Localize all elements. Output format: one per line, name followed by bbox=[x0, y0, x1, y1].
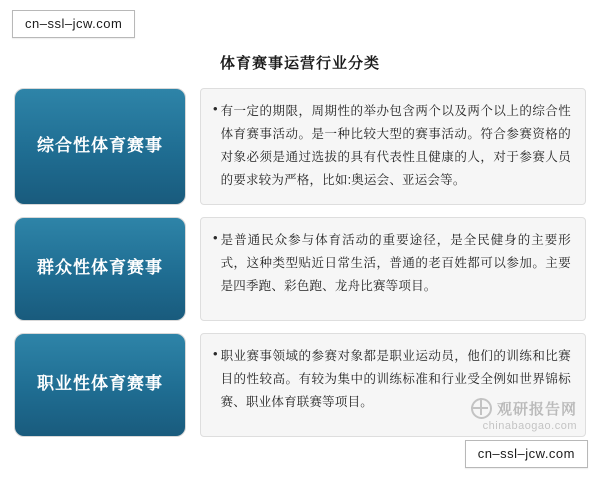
category-description-box-2 bbox=[200, 217, 586, 321]
watermark-bottom-right: cn–ssl–jcw.com bbox=[465, 440, 588, 468]
bullet-icon: • bbox=[213, 345, 218, 361]
category-label-3: 职业性体育赛事 bbox=[37, 374, 163, 394]
category-description-1: 有一定的期限，周期性的举办包含两个以及两个以上的综合性体育赛事活动。是一种比较大型的赛事活动。符合参赛资格的对象必须是通过选拔的具有代表性且健康的人，对于参赛人员的要求较为严格，比如:奥运会、亚运会等。 bbox=[220, 104, 571, 188]
site-watermark-url: chinabaogao.com bbox=[482, 419, 577, 432]
list-item bbox=[14, 88, 586, 205]
category-description-box-3 bbox=[200, 333, 586, 437]
category-label-2: 群众性体育赛事 bbox=[37, 258, 163, 278]
page-title: 体育赛事运营行业分类 bbox=[219, 55, 380, 72]
category-label-1: 综合性体育赛事 bbox=[37, 136, 163, 156]
category-description-box-1 bbox=[200, 88, 586, 205]
bullet-icon: • bbox=[213, 229, 218, 245]
category-label-box-1 bbox=[14, 88, 186, 205]
category-description-3: 职业赛事领域的参赛对象都是职业运动员，他们的训练和比赛目的性较高。有较为集中的训练标准和行业受全例如世界锦标赛、职业体育联赛等项目。 bbox=[220, 348, 571, 409]
category-list bbox=[14, 88, 586, 449]
category-label-box-2 bbox=[14, 217, 186, 321]
category-description-2: 是普通民众参与体育活动的重要途径，是全民健身的主要形式，这种类型贴近日常生活，普通的老百姓都可以参加。主要是四季跑、彩色跑、龙舟比赛等项目。 bbox=[220, 232, 571, 293]
watermark-top-left: cn–ssl–jcw.com bbox=[12, 10, 135, 38]
site-watermark-name: 观研报告网 bbox=[496, 400, 577, 418]
bullet-icon: • bbox=[213, 101, 218, 116]
category-label-box-3 bbox=[14, 333, 186, 437]
list-item bbox=[14, 333, 586, 437]
list-item bbox=[14, 217, 586, 321]
